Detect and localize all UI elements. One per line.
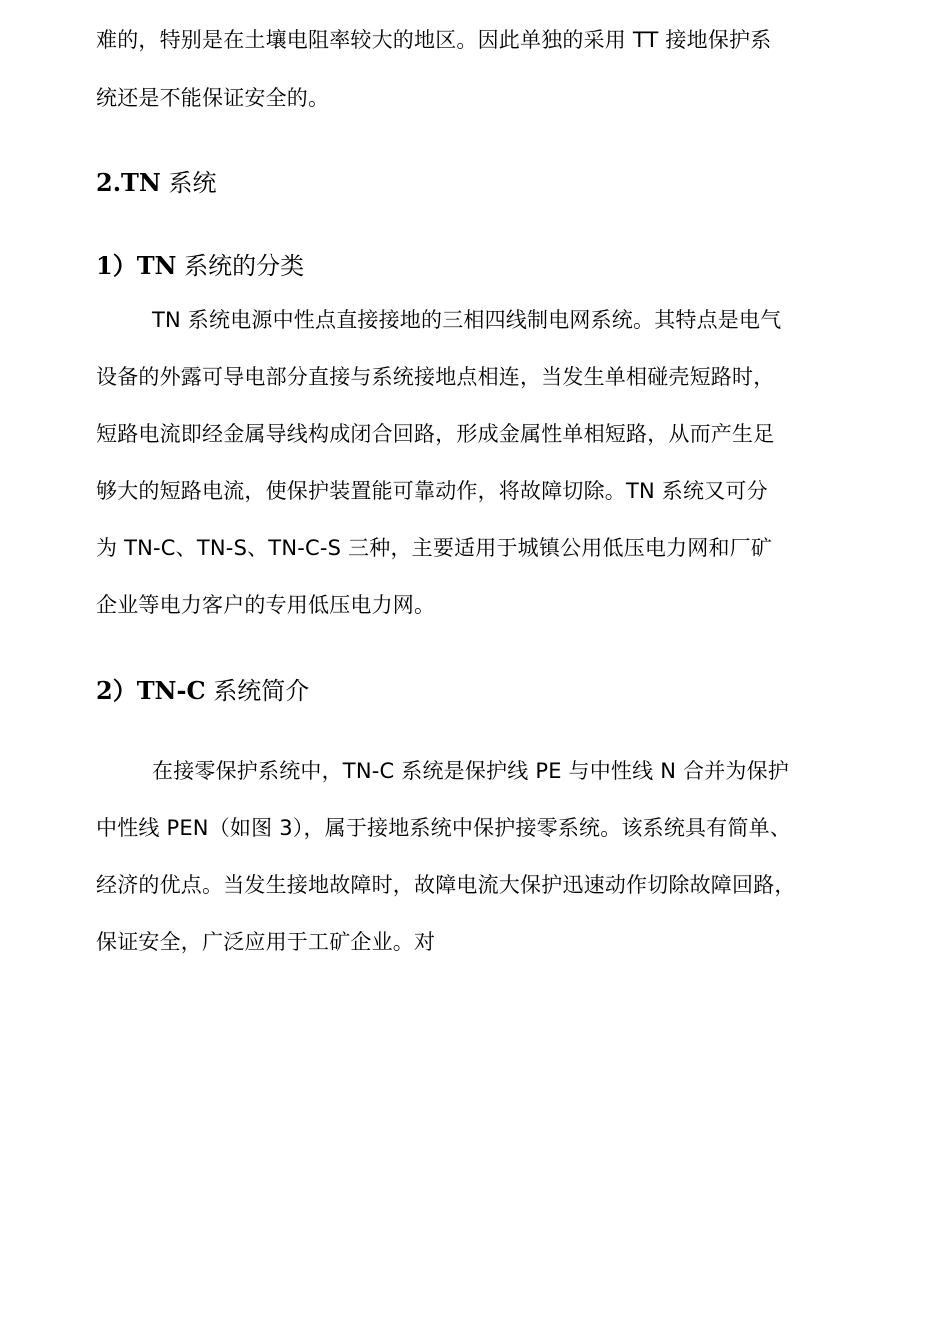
paragraph-line: 企业等电力客户的专用低压电力网。: [96, 593, 436, 617]
paragraph-line: 中性线 PEN（如图 3），属于接地系统中保护接零系统。该系统具有简单、: [96, 816, 792, 840]
paragraph-line: 保证安全，广泛应用于工矿企业。对: [96, 930, 436, 954]
heading-text: 系统的分类: [176, 252, 305, 280]
paragraph-line: 够大的短路电流，使保护装置能可靠动作，将故障切除。TN 系统又可分: [96, 479, 768, 503]
paragraph-line: 为 TN-C、TN-S、TN-C-S 三种，主要适用于城镇公用低压电力网和厂矿: [96, 536, 773, 560]
heading-number: 1）TN: [96, 251, 177, 280]
heading-number: 2.TN: [96, 168, 161, 197]
subsection-heading-classification: [96, 250, 304, 282]
paragraph-line: 统还是不能保证安全的。: [96, 86, 330, 110]
paragraph-line: 在接零保护系统中，TN-C 系统是保护线 PE 与中性线 N 合并为保护: [152, 759, 789, 783]
heading-number: 2）TN-C: [96, 676, 206, 705]
paragraph-line: 设备的外露可导电部分直接与系统接地点相连，当发生单相碰壳短路时，: [96, 365, 775, 389]
subsection-heading-tn-c: [96, 675, 309, 707]
paragraph-line: 难的，特别是在土壤电阻率较大的地区。因此单独的采用 TT 接地保护系: [96, 28, 772, 52]
paragraph-line: 短路电流即经金属导线构成闭合回路，形成金属性单相短路，从而产生足: [96, 422, 775, 446]
paragraph-line: TN 系统电源中性点直接接地的三相四线制电网系统。其特点是电气: [152, 308, 782, 332]
heading-text: 系统: [160, 169, 217, 197]
section-heading-tn: [96, 167, 217, 199]
heading-text: 系统简介: [205, 677, 310, 705]
paragraph-line: 经济的优点。当发生接地故障时，故障电流大保护迅速动作切除故障回路，: [96, 873, 796, 897]
